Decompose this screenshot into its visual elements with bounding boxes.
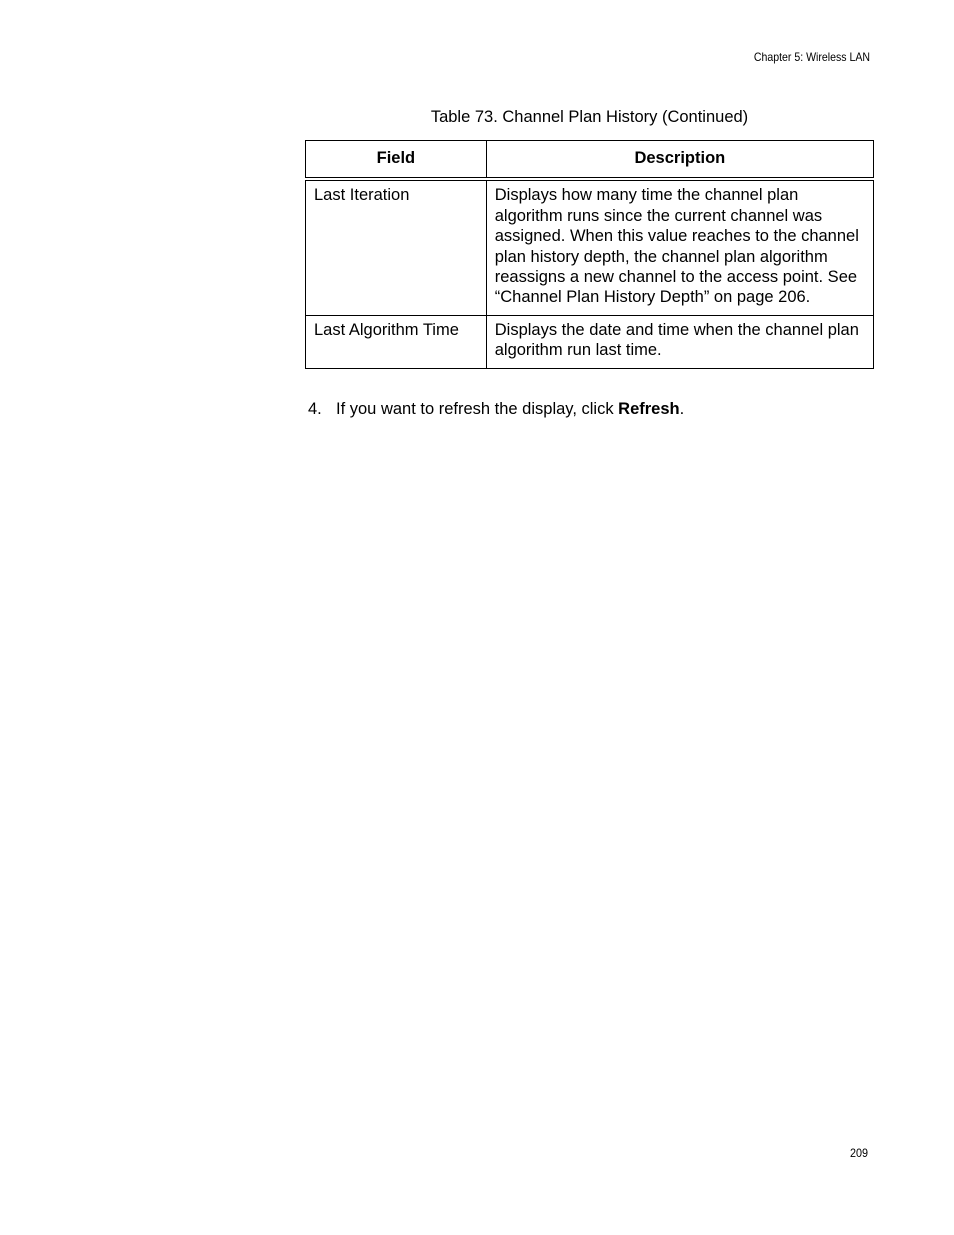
table-row — [306, 315, 874, 368]
table-caption: Table 73. Channel Plan History (Continued) — [430, 108, 749, 126]
description-cell: Displays the date and time when the channel plan algorithm run last time. — [486, 315, 873, 368]
field-cell: Last Algorithm Time — [306, 315, 487, 368]
step-text: If you want to refresh the display, click — [336, 400, 619, 418]
column-header-description: Description — [486, 141, 873, 180]
refresh-label: Refresh — [618, 400, 680, 418]
step-instruction — [308, 400, 684, 419]
description-cell: Displays how many time the channel plan algorithm runs since the current channel was assigned. When this value reaches to the channel plan history depth, the channel plan algorithm reassigns a new channel to the access point. See “Channel Plan History Depth” on page 206. — [486, 179, 873, 315]
column-header-field: Field — [306, 141, 487, 180]
page-number: 209 — [849, 1146, 868, 1160]
table-header-row — [306, 141, 874, 180]
running-header: Chapter 5: Wireless LAN — [753, 50, 870, 64]
field-cell: Last Iteration — [306, 179, 487, 315]
step-text-end: . — [679, 400, 685, 418]
table-row — [306, 179, 874, 315]
channel-plan-history-table — [305, 140, 874, 369]
step-number: 4. — [308, 400, 322, 418]
